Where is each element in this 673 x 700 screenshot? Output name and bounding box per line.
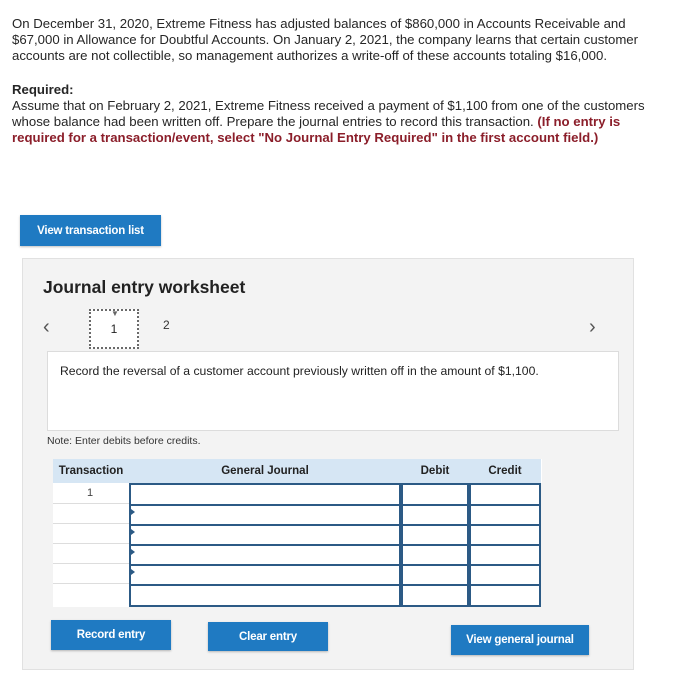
credit-cells[interactable] <box>469 483 541 607</box>
row-divider <box>131 524 399 526</box>
transaction-number: 1 <box>87 487 94 499</box>
row-divider <box>403 544 467 546</box>
row-divider <box>131 544 399 546</box>
general-journal-cells[interactable] <box>129 483 401 607</box>
required-emphasis: (If no entry is required for a transaction/event, select "No Journal Entry Required" in the first account field.) <box>12 114 621 145</box>
row-divider <box>471 504 539 506</box>
problem-statement <box>12 16 648 146</box>
view-transaction-list-button[interactable]: View transaction list <box>20 215 161 246</box>
chevron-left-icon[interactable]: ‹ <box>43 316 50 338</box>
table-row <box>53 523 129 544</box>
row-divider <box>131 564 399 566</box>
page-indicator-next[interactable]: 2 <box>163 318 170 332</box>
row-divider <box>131 584 399 586</box>
row-divider <box>403 584 467 586</box>
required-paragraph <box>12 98 648 146</box>
row-divider <box>471 564 539 566</box>
table-row <box>53 543 129 564</box>
required-text: Assume that on February 2, 2021, Extreme Fitness received a payment of $1,100 from one of the customers whose balance had been written off. Prepare the journal entries to record this transaction. <box>12 98 645 129</box>
dropdown-marker-icon <box>131 569 135 575</box>
journal-entry-worksheet <box>22 258 634 670</box>
row-divider <box>471 524 539 526</box>
row-divider <box>131 504 399 506</box>
view-general-journal-button[interactable]: View general journal <box>451 625 589 655</box>
table-row <box>53 503 129 524</box>
row-divider <box>403 524 467 526</box>
row-divider <box>471 584 539 586</box>
note-text: Note: Enter debits before credits. <box>47 435 201 447</box>
required-heading: Required: <box>12 82 74 97</box>
transaction-column <box>53 483 129 607</box>
record-entry-button[interactable]: Record entry <box>51 620 171 650</box>
row-divider <box>471 544 539 546</box>
instruction-text: Record the reversal of a customer account previously written off in the amount of $1,100. <box>60 364 539 378</box>
debit-header: Debit <box>401 459 470 483</box>
instruction-box <box>47 351 619 431</box>
dropdown-marker-icon <box>131 549 135 555</box>
page-indicator-current[interactable] <box>89 309 139 349</box>
problem-intro: On December 31, 2020, Extreme Fitness has adjusted balances of $860,000 in Accounts Receivable and $67,000 in Allowance for Doubtful Accounts. On January 2, 2021, the company learns that certain customer accounts are not collectible, so management authorizes a write-off of these accounts totaling $16,000. <box>12 16 639 63</box>
table-row <box>53 563 129 584</box>
dropdown-marker-icon <box>131 529 135 535</box>
journal-table <box>53 459 541 609</box>
caret-down-icon: ▼ <box>111 309 119 318</box>
clear-entry-button[interactable]: Clear entry <box>208 622 328 651</box>
current-page-number: 1 <box>110 322 118 336</box>
chevron-right-icon[interactable]: › <box>589 316 596 338</box>
table-row <box>53 483 129 504</box>
credit-header: Credit <box>469 459 542 483</box>
transaction-header: Transaction <box>53 459 130 483</box>
row-divider <box>403 564 467 566</box>
row-divider <box>403 504 467 506</box>
dropdown-marker-icon <box>131 509 135 515</box>
general-journal-header: General Journal <box>129 459 402 483</box>
worksheet-title: Journal entry worksheet <box>43 277 246 297</box>
debit-cells[interactable] <box>401 483 469 607</box>
